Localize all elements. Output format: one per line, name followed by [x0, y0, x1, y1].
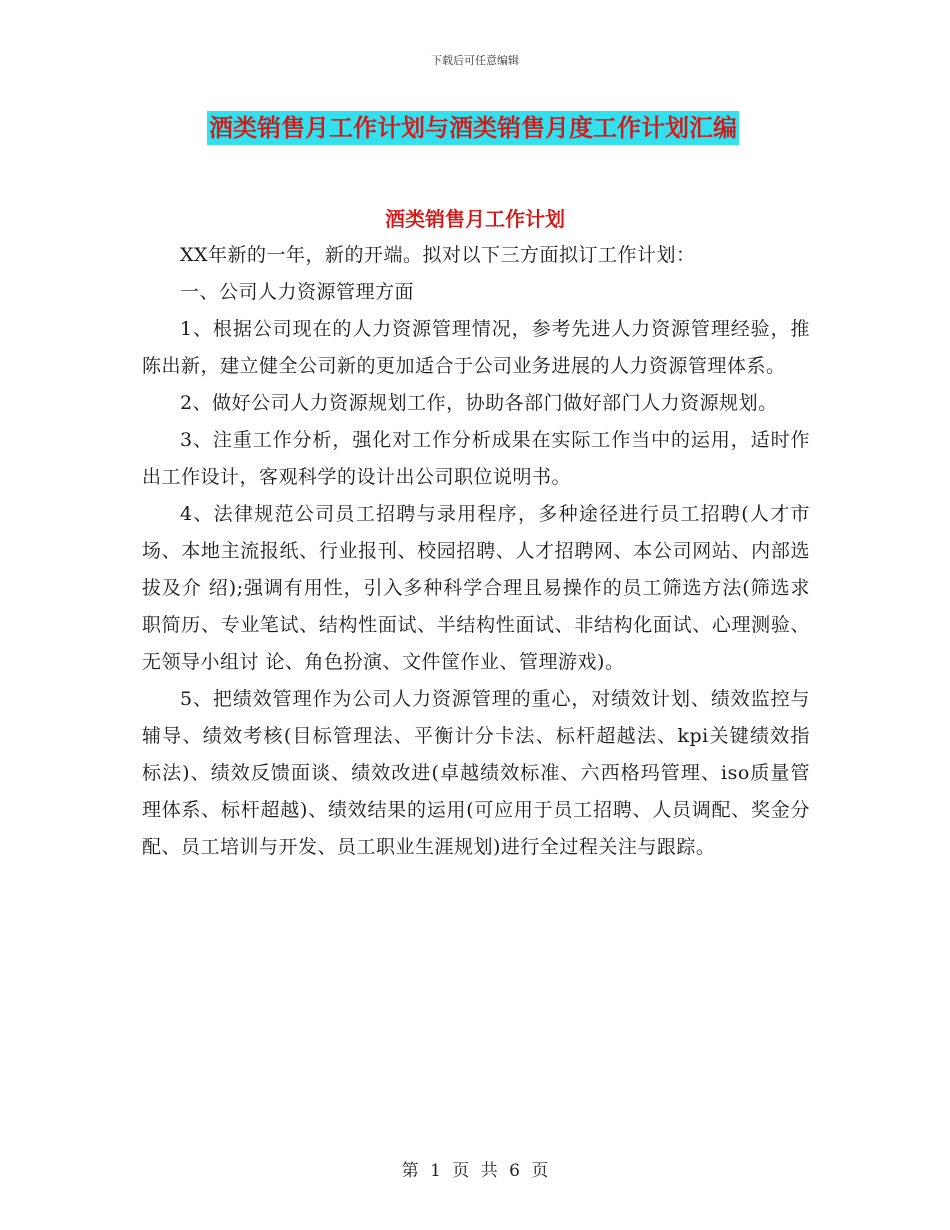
paragraph-item-3: 3、注重工作分析，强化对工作分析成果在实际工作当中的运用，适时作出工作设计，客观科学的设计出公司职位说明书。 — [142, 429, 810, 488]
paragraph-item-4: 4、法律规范公司员工招聘与录用程序，多种途径进行员工招聘(人才市场、本地主流报纸、行业报刊、校园招聘、人才招聘网、本公司网站、内部选拔及介 绍);强调有用性，引入多种科学合理且易操作的员工筛选方法(筛选求职简历、专业笔试、结构性面试、半结构性面试、非结构化面试、心理测验、无领导小组讨 论、角色扮演、文件筐作业、管理游戏)。 — [142, 503, 810, 673]
paragraph-item-1: 1、根据公司现在的人力资源管理情况，参考先进人力资源管理经验，推陈出新，建立健全公司新的更加适合于公司业务进展的人力资源管理体系。 — [142, 318, 810, 377]
paragraph-heading-hr: 一、公司人力资源管理方面 — [180, 281, 415, 303]
document-title: 酒类销售月工作计划与酒类销售月度工作计划汇编 — [207, 111, 739, 145]
paragraph-item-2: 2、做好公司人力资源规划工作，协助各部门做好部门人力资源规划。 — [180, 392, 778, 414]
paragraph-intro: XX年新的一年，新的开端。拟对以下三方面拟订工作计划： — [180, 244, 696, 266]
header-note: 下载后可任意编辑 — [431, 54, 519, 67]
page-number-footer: 第 1 页 共 6 页 — [401, 1161, 549, 1181]
section-title: 酒类销售月工作计划 — [385, 207, 565, 231]
document-body — [142, 237, 810, 866]
paragraph-item-5: 5、把绩效管理作为公司人力资源管理的重心，对绩效计划、绩效监控与辅导、绩效考核(目标管理法、平衡计分卡法、标杆超越法、kpi关键绩效指 标法)、绩效反馈面谈、绩效改进(卓越绩效标准、六西格玛管理、iso质量管理体系、标杆超越)、绩效结果的运用(可应用于员工招聘、人员调配、奖金分 配、员工培训与开发、员工职业生涯规划)进行全过程关注与跟踪。 — [142, 688, 810, 858]
